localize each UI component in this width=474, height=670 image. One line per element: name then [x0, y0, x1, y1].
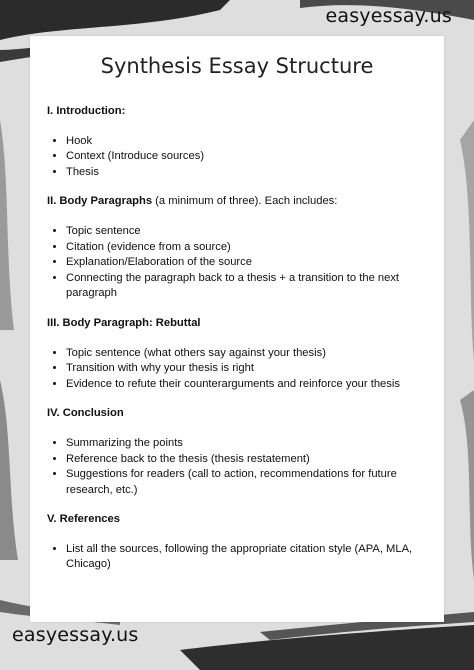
bullet-list — [47, 134, 437, 181]
list-item: • Evidence to refute their counterarguments and reinforce your thesis — [66, 377, 437, 393]
section-heading — [47, 194, 437, 210]
section-heading-note: (a minimum of three). Each includes: — [152, 195, 338, 208]
bullet-list — [47, 346, 437, 393]
section-heading — [47, 512, 437, 528]
page-title: Synthesis Essay Structure — [100, 54, 374, 78]
brand-watermark-top: easyessay.us — [325, 5, 452, 27]
bullet-list — [47, 436, 437, 498]
section-conclusion — [47, 406, 437, 498]
outline-content — [47, 104, 437, 587]
section-heading-text: V. References — [47, 513, 120, 526]
section-body-paragraphs — [47, 194, 437, 302]
section-heading-text: III. Body Paragraph: Rebuttal — [47, 316, 201, 329]
section-heading-text: I. Introduction: — [47, 105, 126, 117]
list-item: • Suggestions for readers (call to action, recommendations for future research, etc.) — [66, 467, 437, 498]
list-item: • Topic sentence — [66, 224, 437, 240]
bullet-list — [47, 224, 437, 302]
essay-structure-card — [30, 36, 444, 622]
section-rebuttal — [47, 316, 437, 392]
section-heading-text: IV. Conclusion — [47, 407, 124, 420]
section-heading — [47, 104, 437, 120]
brand-watermark-bottom: easyessay.us — [12, 624, 139, 646]
list-item: • Citation (evidence from a source) — [66, 240, 437, 256]
list-item: • Reference back to the thesis (thesis restatement) — [66, 452, 437, 468]
list-item: • Context (Introduce sources) — [66, 149, 437, 165]
list-item: • Thesis — [66, 165, 437, 181]
list-item: • Topic sentence (what others say against your thesis) — [66, 346, 437, 362]
list-item: • Transition with why your thesis is right — [66, 361, 437, 377]
bullet-list — [47, 542, 437, 573]
section-heading — [47, 406, 437, 422]
list-item: • Explanation/Elaboration of the source — [66, 255, 437, 271]
list-item: • Connecting the paragraph back to a thesis + a transition to the next paragraph — [66, 271, 437, 302]
list-item: • Hook — [66, 134, 437, 150]
section-references — [47, 512, 437, 573]
list-item: • Summarizing the points — [66, 436, 437, 452]
section-introduction — [47, 104, 437, 180]
list-item: • List all the sources, following the appropriate citation style (APA, MLA, Chicago) — [66, 542, 437, 573]
section-heading-text: II. Body Paragraphs — [47, 195, 153, 208]
section-heading — [47, 316, 437, 332]
